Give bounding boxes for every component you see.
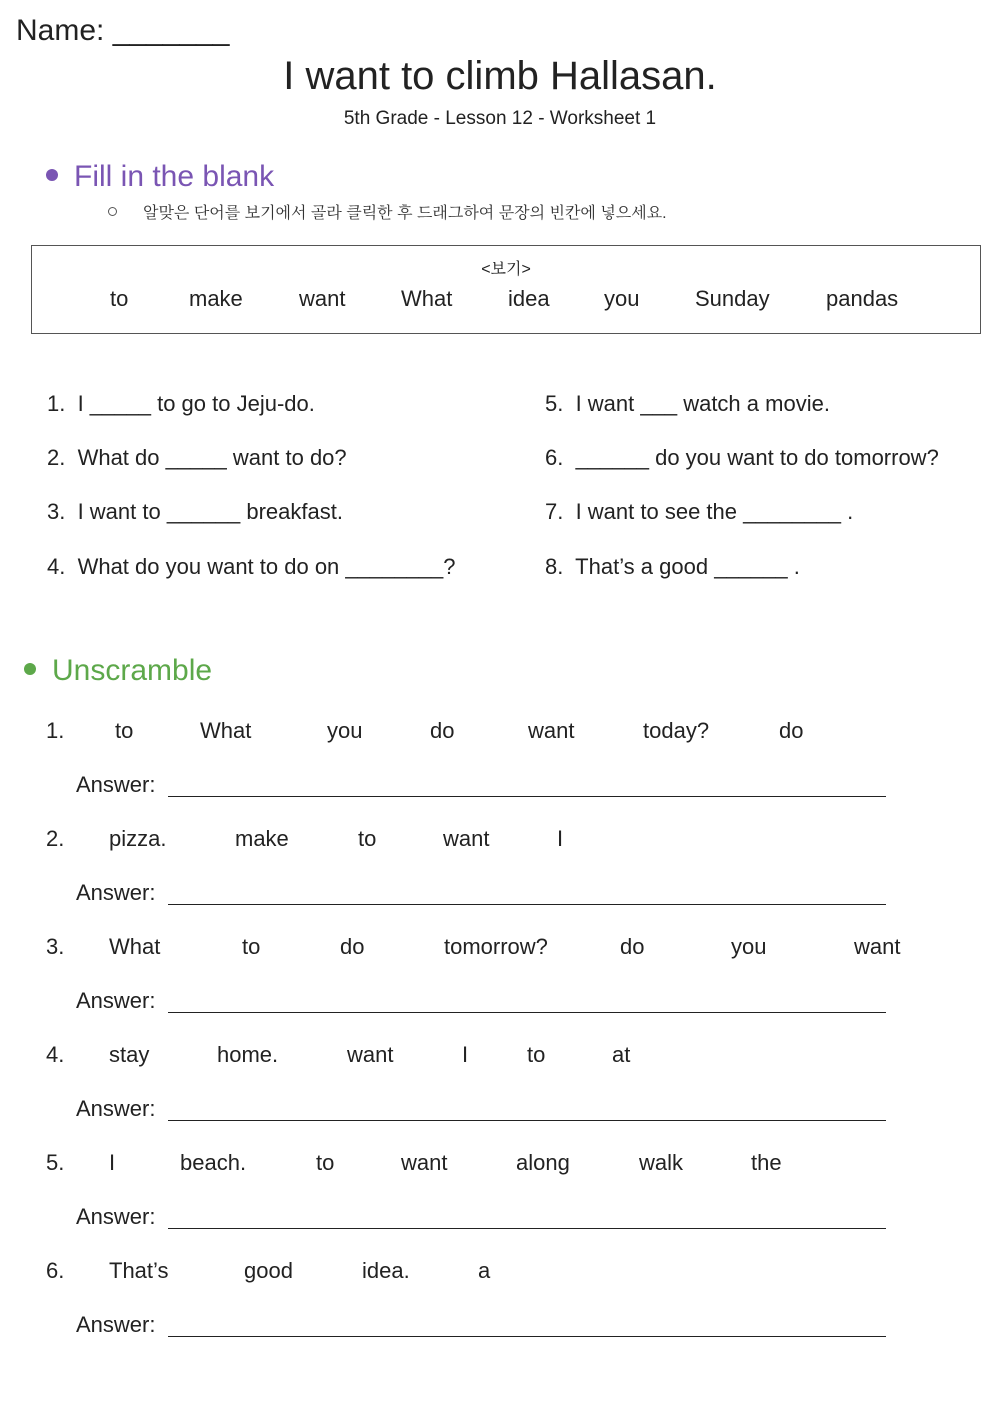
bullet-icon [46, 169, 58, 181]
scramble-word[interactable]: That’s [109, 1258, 169, 1283]
answer-label: Answer: [76, 1204, 156, 1229]
scramble-word[interactable]: to [242, 934, 261, 959]
unscramble-number: 6. [46, 1258, 65, 1283]
fill-blank-item[interactable]: 2. What do _____ want to do? [47, 445, 347, 470]
hollow-bullet-icon [108, 207, 117, 216]
fill-blank-item[interactable]: 5. I want ___ watch a movie. [545, 391, 830, 416]
fill-blank-heading [46, 160, 274, 194]
fill-blank-item[interactable]: 7. I want to see the ________ . [545, 499, 854, 524]
scramble-word[interactable]: you [731, 934, 767, 959]
unscramble-heading-text: Unscramble [52, 654, 213, 687]
scramble-word[interactable]: to [527, 1042, 546, 1067]
word-bank-chip[interactable]: make [189, 286, 243, 311]
scramble-word[interactable]: want [443, 826, 490, 851]
scramble-word[interactable]: What [109, 934, 161, 959]
fill-blank-heading-text: Fill in the blank [74, 160, 275, 193]
scramble-word[interactable]: want [347, 1042, 394, 1067]
scramble-word[interactable]: to [316, 1150, 335, 1175]
answer-label: Answer: [76, 1312, 156, 1337]
scramble-word[interactable]: What [200, 718, 252, 743]
scramble-word[interactable]: I [109, 1150, 116, 1175]
scramble-word[interactable]: do [620, 934, 645, 959]
fill-blank-item[interactable]: 1. I _____ to go to Jeju-do. [47, 391, 315, 416]
scramble-word[interactable]: beach. [180, 1150, 247, 1175]
scramble-word[interactable]: along [516, 1150, 570, 1175]
answer-field[interactable] [168, 1228, 886, 1229]
scramble-word[interactable]: stay [109, 1042, 150, 1067]
scramble-word[interactable]: to [358, 826, 377, 851]
answer-field[interactable] [168, 1012, 886, 1013]
fill-blank-instruction [108, 200, 667, 223]
word-bank-chip[interactable]: pandas [826, 286, 899, 311]
word-bank-chip[interactable]: Sunday [695, 286, 770, 311]
fill-blank-item[interactable]: 4. What do you want to do on ________? [47, 554, 456, 579]
word-bank-chip[interactable]: want [299, 286, 346, 311]
scramble-word[interactable]: do [430, 718, 455, 743]
scramble-word[interactable]: the [751, 1150, 782, 1175]
worksheet-title: I want to climb Hallasan. [283, 54, 717, 98]
fill-blank-item[interactable]: 8. That’s a good ______ . [545, 554, 800, 579]
scramble-word[interactable]: to [115, 718, 134, 743]
scramble-word[interactable]: I [557, 826, 564, 851]
answer-field[interactable] [168, 1336, 886, 1337]
instruction-text: 알맞은 단어를 보기에서 골라 클릭한 후 드래그하여 문장의 빈칸에 넣으세요. [143, 205, 667, 222]
answer-field[interactable] [168, 904, 886, 905]
worksheet-subtitle: 5th Grade - Lesson 12 - Worksheet 1 [343, 108, 657, 129]
bullet-icon [24, 663, 36, 675]
answer-label: Answer: [76, 1096, 156, 1121]
word-bank-chip[interactable]: idea [508, 286, 550, 311]
scramble-word[interactable]: at [612, 1042, 631, 1067]
answer-field[interactable] [168, 796, 886, 797]
word-bank [31, 245, 981, 334]
fill-blank-item[interactable]: 3. I want to ______ breakfast. [47, 499, 343, 524]
answer-label: Answer: [76, 988, 156, 1013]
word-bank-chip[interactable]: What [401, 286, 453, 311]
scramble-word[interactable]: do [340, 934, 365, 959]
unscramble-number: 2. [46, 826, 65, 851]
unscramble-number: 1. [46, 718, 65, 743]
unscramble-number: 3. [46, 934, 65, 959]
unscramble-number: 5. [46, 1150, 65, 1175]
answer-field[interactable] [168, 1120, 886, 1121]
answer-label: Answer: [76, 772, 156, 797]
name-field[interactable]: Name: _______ [16, 14, 230, 47]
fill-blank-item[interactable]: 6. ______ do you want to do tomorrow? [545, 445, 939, 470]
word-bank-chip[interactable]: you [604, 286, 640, 311]
scramble-word[interactable]: good [244, 1258, 293, 1283]
scramble-word[interactable]: idea. [362, 1258, 410, 1283]
word-bank-chip[interactable]: to [110, 286, 129, 311]
word-bank-title: <보기> [481, 261, 531, 278]
scramble-word[interactable]: make [235, 826, 289, 851]
answer-label: Answer: [76, 880, 156, 905]
scramble-word[interactable]: want [528, 718, 575, 743]
scramble-word[interactable]: a [478, 1258, 491, 1283]
scramble-word[interactable]: pizza. [109, 826, 167, 851]
scramble-word[interactable]: want [854, 934, 901, 959]
scramble-word[interactable]: today? [643, 718, 710, 743]
scramble-word[interactable]: home. [217, 1042, 279, 1067]
scramble-word[interactable]: walk [639, 1150, 684, 1175]
unscramble-heading [24, 654, 212, 688]
unscramble-number: 4. [46, 1042, 65, 1067]
scramble-word[interactable]: I [462, 1042, 469, 1067]
scramble-word[interactable]: tomorrow? [444, 934, 548, 959]
scramble-word[interactable]: do [779, 718, 804, 743]
scramble-word[interactable]: want [401, 1150, 448, 1175]
scramble-word[interactable]: you [327, 718, 363, 743]
